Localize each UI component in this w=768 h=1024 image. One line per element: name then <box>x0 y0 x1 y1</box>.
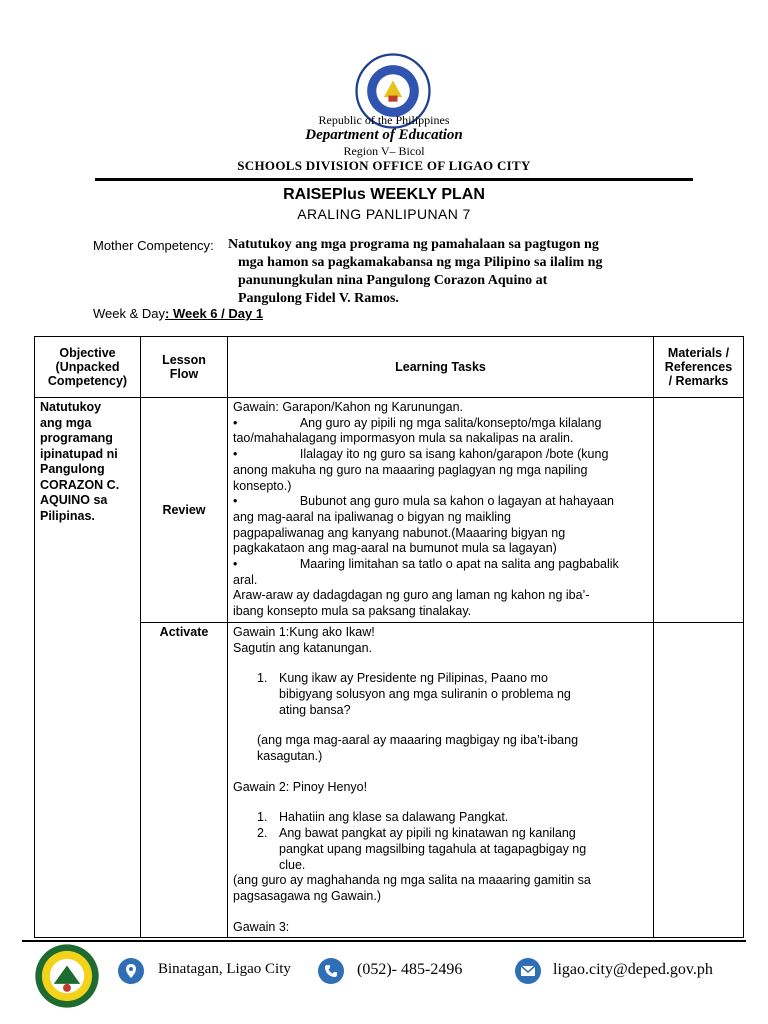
header-lesson-flow: Lesson Flow <box>141 337 228 398</box>
plan-title: RAISEPlus WEEKLY PLAN <box>283 186 485 203</box>
email-icon <box>515 958 541 984</box>
division-text: SCHOOLS DIVISION OFFICE OF LIGAO CITY <box>237 158 531 173</box>
subject-title: ARALING PANLIPUNAN 7 <box>297 206 471 222</box>
footer-phone: (052)- 485-2496 <box>357 961 463 978</box>
table-row-review <box>35 398 744 623</box>
competency-text: Natutukoy ang mga programa ng pamahalaan sa pagtugon ng mga hamon sa pagkamakabansa ng mga Pilipino sa ilalim ng panunungkulan nina Pangulong Corazon Aquino at Pangulong Fidel V. Ramos. <box>228 237 603 306</box>
table-row-activate <box>35 622 744 938</box>
header-objective: Objective (Unpacked Competency) <box>35 337 141 398</box>
division-logo <box>34 943 100 1009</box>
department-text: Department of Education <box>305 127 463 143</box>
phone-icon <box>318 958 344 984</box>
footer-email: ligao.city@deped.gov.ph <box>553 961 713 978</box>
flow-review: Review <box>141 398 228 623</box>
materials-activate <box>654 622 744 938</box>
lesson-plan-table <box>34 336 744 938</box>
republic-text: Republic of the Philippines <box>318 113 450 127</box>
competency-label: Mother Competency: <box>93 238 214 253</box>
objective-cell: Natutukoy ang mga programang ipinatupad ni Pangulong CORAZON C. AQUINO sa Pilipinas. <box>35 398 141 938</box>
week-day: Week & Day: Week 6 / Day 1 <box>93 306 264 321</box>
tasks-review: Gawain: Garapon/Kahon ng Karunungan. • Ang guro ay pipili ng mga salita/konsepto/mga kilalang tao/mahahalagang impormasyon mula sa nakalipas na aralin. • Ilalagay ito ng guro sa isang kahon/garapon /bote (kung anong makuha ng guro na maaaring paglagyan ng mga napiling konsepto.) • Bubunot ang guro mula sa kahon o lagayan at hahayaan ang mag-aaral na ipaliwanag o bigyan ng maikling pagpapaliwanag ang kanyang nabunot.(Maaaring bigyan ng pagkakataon ang mag-aaral na bumunot mula sa lagayan) • Maaring limitahan sa tatlo o apat na salita ang pagbabalik aral. Araw-araw ay dadagdagan ng guro ang laman ng kahon ng iba’- ibang konsepto mula sa paksang tinalakay. <box>228 398 654 623</box>
materials-review <box>654 398 744 623</box>
flow-activate: Activate <box>141 622 228 938</box>
footer-address: Binatagan, Ligao City <box>158 961 291 977</box>
location-icon <box>118 958 144 984</box>
tasks-activate: Gawain 1:Kung ako Ikaw! Sagutin ang katanungan. 1. Kung ikaw ay Presidente ng Pilipinas, Paano mo bibigyang solusyon ang mga suliranin o problema ng ating bansa? (ang mga mag-aaral ay maaaring magbigay ng iba’t-ibang kasagutan.) Gawain 2: Pinoy Henyo! 1. Hahatiin ang klase sa dalawang Pangkat. 2. Ang bawat pangkat ay pipili ng kinatawan ng kanilang pangkat upang magsilbing tagahula at tagapagbigay ng clue. (ang guro ay maghahanda ng mga salita na maaaring gamitin sa pagsasagawa ng Gawain.) Gawain 3: <box>228 622 654 938</box>
footer-divider <box>22 940 746 942</box>
header-materials: Materials / References / Remarks <box>654 337 744 398</box>
header-learning-tasks: Learning Tasks <box>228 337 654 398</box>
region-text: Region V– Bicol <box>343 144 425 158</box>
table-header-row <box>35 337 744 398</box>
header-divider <box>95 178 693 181</box>
